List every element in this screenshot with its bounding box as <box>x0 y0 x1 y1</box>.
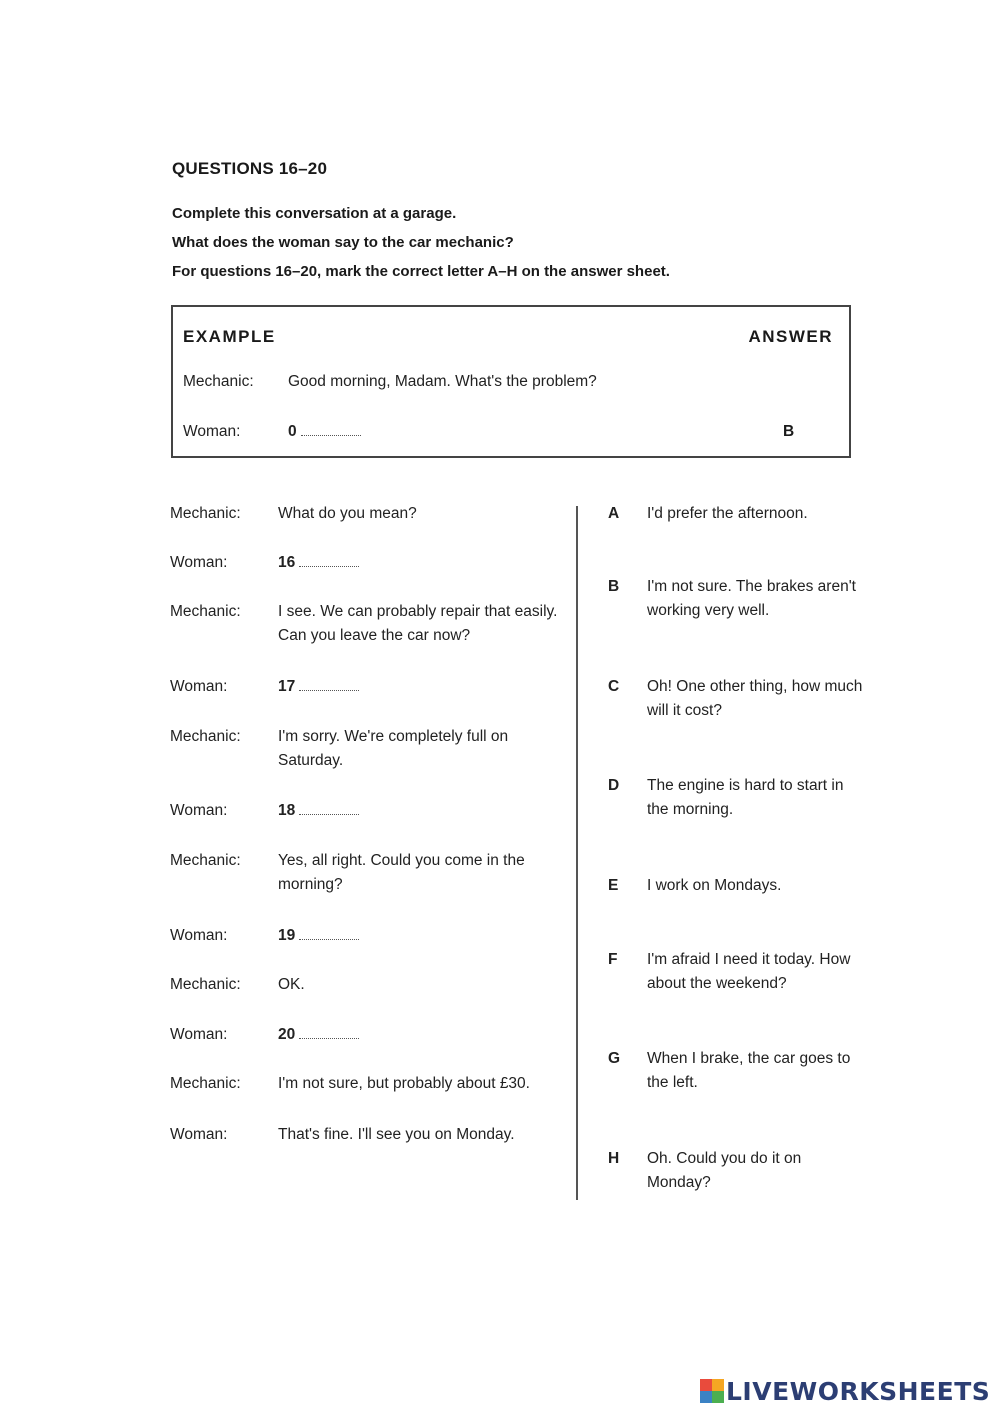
dialogue-text: I'm sorry. We're completely full on Saturday. <box>278 728 509 769</box>
option-letter: A <box>608 505 620 522</box>
dialogue-text: I'm not sure, but probably about £30. <box>278 1075 530 1092</box>
gap-slot <box>278 675 563 699</box>
option-letter: H <box>608 1150 620 1167</box>
answer-blank <box>299 814 359 815</box>
example-answer: B <box>783 423 795 440</box>
speaker-label: Woman: <box>183 423 241 440</box>
speaker-label: Woman: <box>170 554 228 571</box>
option-text: The engine is hard to start in the morning. <box>647 777 844 818</box>
speaker-label: Mechanic: <box>170 603 241 620</box>
questions-heading: QUESTIONS 16–20 <box>172 159 328 178</box>
speaker-label: Mechanic: <box>170 852 241 869</box>
dialogue-text: Good morning, Madam. What's the problem? <box>288 373 597 390</box>
speaker-label: Woman: <box>170 927 228 944</box>
example-label: EXAMPLE <box>183 327 276 346</box>
option-text: Oh! One other thing, how much will it cost? <box>647 678 863 719</box>
option-letter: E <box>608 877 619 894</box>
option-letter: C <box>608 678 620 695</box>
gap-slot <box>288 423 361 441</box>
option-text: I work on Mondays. <box>647 877 782 894</box>
speaker-label: Woman: <box>170 678 228 695</box>
option-letter: F <box>608 951 618 968</box>
gap-slot <box>278 799 563 823</box>
liveworksheets-logo-icon <box>700 1379 724 1403</box>
option-letter: B <box>608 578 620 595</box>
instruction-line: What does the woman say to the car mechanic? <box>172 234 514 251</box>
dialogue-text: That's fine. I'll see you on Monday. <box>278 1126 515 1143</box>
brand-footer <box>700 1376 990 1406</box>
answer-blank <box>299 1038 359 1039</box>
gap-number: 16 <box>278 554 296 571</box>
gap-slot <box>278 924 563 948</box>
column-divider <box>576 506 578 1200</box>
answer-blank <box>299 939 359 940</box>
answer-label: ANSWER <box>748 327 833 346</box>
dialogue-text: What do you mean? <box>278 505 417 522</box>
option-letter: G <box>608 1050 621 1067</box>
option-text: I'm not sure. The brakes aren't working very well. <box>647 578 856 619</box>
speaker-label: Woman: <box>170 1026 228 1043</box>
speaker-label: Mechanic: <box>183 373 254 390</box>
option-text: Oh. Could you do it on Monday? <box>647 1150 802 1191</box>
gap-number: 17 <box>278 678 296 695</box>
gap-number: 20 <box>278 1026 296 1043</box>
brand-text: LIVEWORKSHEETS <box>726 1376 991 1406</box>
speaker-label: Mechanic: <box>170 1075 241 1092</box>
example-box <box>171 305 851 458</box>
speaker-label: Mechanic: <box>170 728 241 745</box>
option-letter: D <box>608 777 620 794</box>
speaker-label: Mechanic: <box>170 505 241 522</box>
option-text: I'm afraid I need it today. How about the weekend? <box>647 951 851 992</box>
speaker-label: Mechanic: <box>170 976 241 993</box>
gap-slot <box>278 551 563 575</box>
option-text: When I brake, the car goes to the left. <box>647 1050 851 1091</box>
gap-number: 18 <box>278 802 296 819</box>
dialogue-text: Yes, all right. Could you come in the morning? <box>278 852 525 893</box>
answer-blank <box>299 690 359 691</box>
instructions <box>172 204 670 291</box>
answer-blank <box>299 566 359 567</box>
instruction-line: Complete this conversation at a garage. <box>172 205 457 222</box>
dialogue-text: OK. <box>278 976 305 993</box>
dialogue-text: I see. We can probably repair that easily. Can you leave the car now? <box>278 603 558 644</box>
gap-slot <box>278 1023 563 1047</box>
speaker-label: Woman: <box>170 1126 228 1143</box>
answer-blank <box>301 435 361 436</box>
instruction-line: For questions 16–20, mark the correct letter A–H on the answer sheet. <box>172 263 670 280</box>
option-text: I'd prefer the afternoon. <box>647 505 808 522</box>
gap-number: 0 <box>288 423 297 440</box>
speaker-label: Woman: <box>170 802 228 819</box>
gap-number: 19 <box>278 927 296 944</box>
